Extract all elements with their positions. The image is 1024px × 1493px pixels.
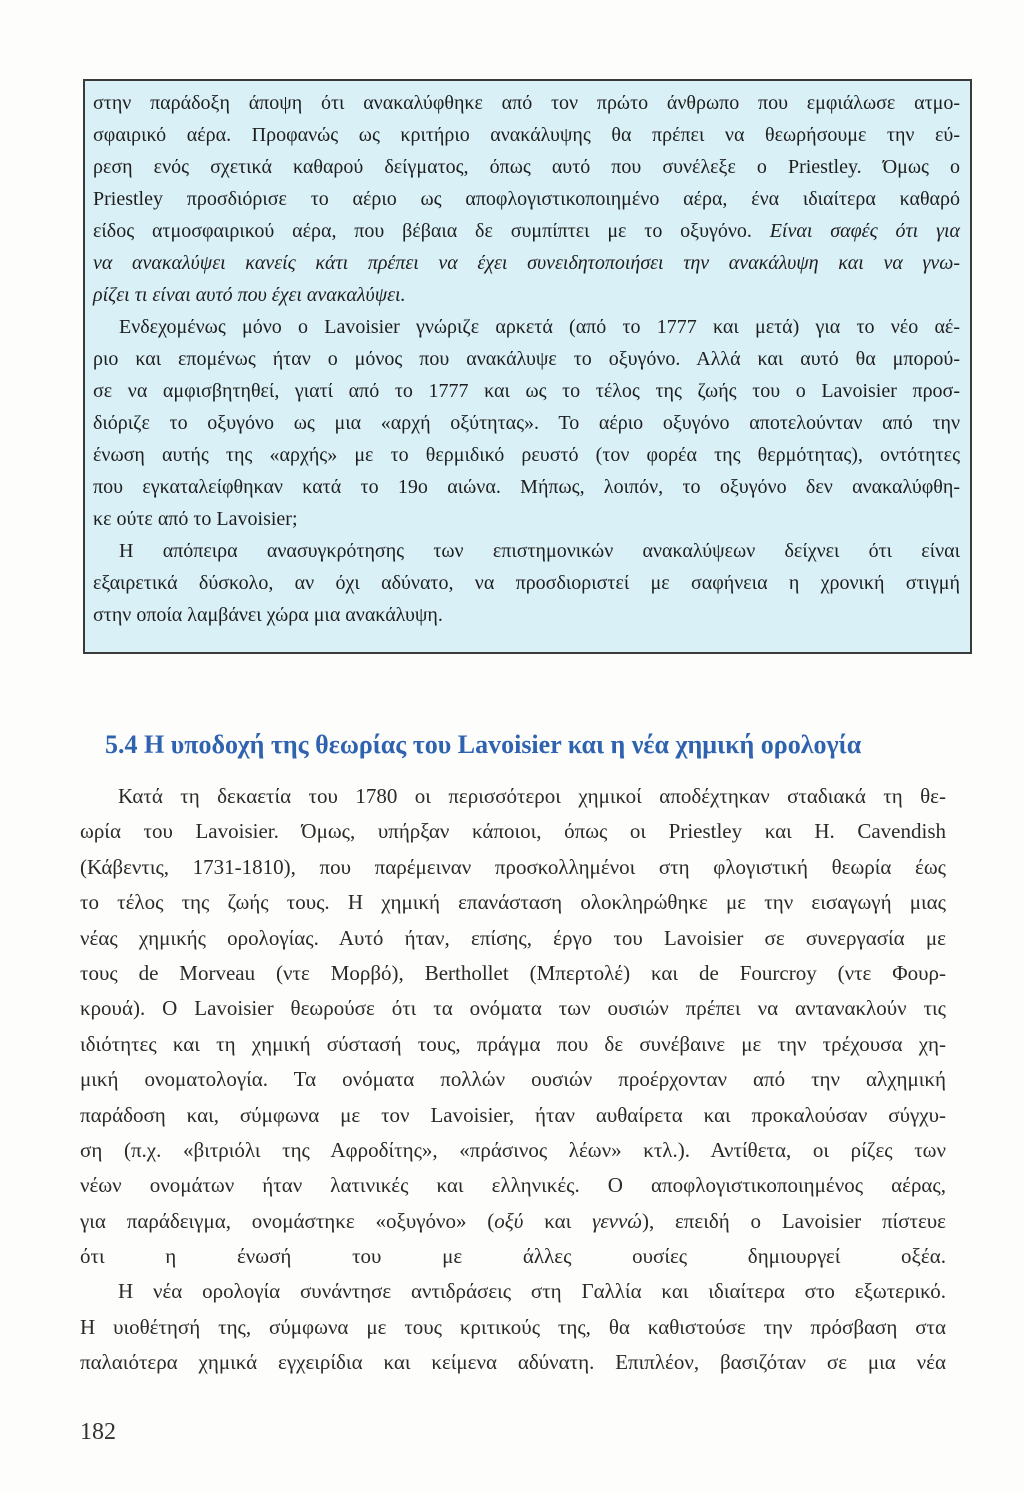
body-text (80, 779, 946, 1381)
box-line-italic: Είναι σαφές ότι για (769, 220, 961, 242)
body-line-text: ), επειδή ο Lavoisier πίστευε (641, 1208, 946, 1233)
body-line: νέων ονομάτων ήταν λατινικές και ελληνικές. Ο αποφλογιστικοποιημένος αέρας, (80, 1173, 946, 1198)
section-number: 5.4 (105, 730, 138, 759)
box-line: Η απόπειρα ανασυγκρότησης των επιστημονικών ανακαλύψεων δείχνει ότι είναι (119, 540, 960, 562)
body-line: Κατά τη δεκαετία του 1780 οι περισσότεροι χημικοί αποδέχτηκαν σταδιακά τη θε- (118, 784, 946, 808)
box-line-text: είδος ατμοσφαιρικού αέρα, που βέβαια δε συμπίπτει με το οξυγόνο. (93, 220, 752, 242)
body-line: ιδιότητες και τη χημική σύστασή τους, πράγμα που δε συνέβαινε με την τρέχουσα χη- (80, 1031, 946, 1056)
box-line: στην παράδοξη άποψη ότι ανακαλύφθηκε από τον πρώτο άνθρωπο που εμφιάλωσε ατμο- (93, 92, 960, 114)
box-line: κε ούτε από το Lavoisier; (93, 508, 298, 530)
body-line: κρουά). Ο Lavoisier θεωρούσε ότι τα ονόματα των ουσιών πρέπει να αντανακλούν τις (80, 996, 946, 1021)
box-line (93, 215, 960, 247)
box-line-italic (93, 247, 960, 279)
sidebar-box (83, 79, 972, 654)
box-line: διόριζε το οξυγόνο ως μια «αρχή οξύτητας». Το αέριο οξυγόνο αποτελούνταν από την (93, 412, 960, 434)
body-line-text: για παράδειγμα, ονομάστηκε «οξυγόνο» ( (80, 1208, 495, 1233)
box-line-italic (93, 279, 960, 311)
body-line: τους de Morveau (ντε Μορβό), Berthollet (Μπερτολέ) και de Fourcroy (ντε Φουρ- (80, 960, 946, 985)
body-line: (Κάβεντις, 1731-1810), που παρέμειναν προσκολλημένοι στη φλογιστική θεωρία έως (80, 854, 946, 879)
box-line: που εγκαταλείφθηκαν κατά το 19ο αιώνα. Μήπως, λοιπόν, το οξυγόνο δεν ανακαλύφθη- (93, 476, 960, 498)
box-line: Ενδεχομένως μόνο ο Lavoisier γνώριζε αρκετά (από το 1777 και μετά) για το νέο αέ- (119, 316, 960, 338)
box-line: ρεση ενός σχετικά καθαρού δείγματος, όπως αυτό που συνέλεξε ο Priestley. Όμως ο (93, 156, 960, 178)
body-line: ότι η ένωσή του με άλλες ουσίες δημιουργεί οξέα. (80, 1244, 946, 1269)
box-line-italic-text: να ανακαλύψει κανείς κάτι πρέπει να έχει συνειδητοποιήσει την ανακάλυψη και να γνω- (93, 252, 960, 274)
box-line: σε να αμφισβητηθεί, γιατί από το 1777 και ως το τέλος της ζωής του ο Lavoisier προσ- (93, 380, 960, 402)
body-line: ση (π.χ. «βιτριόλι της Αφροδίτης», «πράσινος λέων» κτλ.). Αντίθετα, οι ρίζες των (80, 1137, 946, 1162)
body-line: Η υιοθέτησή της, σύμφωνα με τους κριτικούς της, θα καθιστούσε την πρόσβαση στα (80, 1314, 946, 1339)
section-heading (105, 729, 861, 761)
body-line (80, 1204, 946, 1239)
body-line: παλαιότερα χημικά εγχειρίδια και κείμενα αδύνατη. Επιπλέον, βασιζόταν σε μια νέα (80, 1350, 946, 1375)
box-line: ριο και επομένως ήταν ο μόνος που ανακάλυψε το οξυγόνο. Αλλά και αυτό θα μπορού- (93, 348, 960, 370)
box-line: Priestley προσδιόρισε το αέριο ως αποφλογιστικοποιημένο αέρα, ένα ιδιαίτερα καθαρό (93, 188, 960, 210)
page-number: 182 (80, 1419, 116, 1445)
box-line: στην οποία λαμβάνει χώρα μια ανακάλυψη. (93, 604, 443, 626)
box-line-italic-text: ρίζει τι είναι αυτό που έχει ανακαλύψει. (93, 284, 406, 306)
box-line: εξαιρετικά δύσκολο, αν όχι αδύνατο, να προσδιοριστεί με σαφήνεια η χρονική στιγμή (93, 572, 960, 594)
body-line: Η νέα ορολογία συνάντησε αντιδράσεις στη Γαλλία και ιδιαίτερα στο εξωτερικό. (118, 1279, 946, 1304)
box-line: σφαιρικό αέρα. Προφανώς ως κριτήριο ανακάλυψης θα πρέπει να θεωρήσουμε την εύ- (93, 124, 960, 146)
body-line: παράδοση και, σύμφωνα με τον Lavoisier, ήταν αυθαίρετα και προκαλούσαν σύγχυ- (80, 1102, 946, 1127)
body-line-text: και (544, 1208, 572, 1233)
body-line-italic: γεννώ (592, 1208, 642, 1233)
body-line-italic: οξύ (494, 1208, 524, 1233)
body-line: νέας χημικής ορολογίας. Αυτό ήταν, επίσης, έργο του Lavoisier σε συνεργασία με (80, 925, 946, 950)
body-line: το τέλος της ζωής τους. Η χημική επανάσταση ολοκληρώθηκε με την εισαγωγή μιας (80, 890, 946, 915)
body-line: ωρία του Lavoisier. Όμως, υπήρξαν κάποιοι, όπως οι Priestley και H. Cavendish (80, 819, 946, 844)
box-line: ένωση αυτής της «αρχής» με το θερμιδικό ρευστό (τον φορέα της θερμότητας), οντότητες (93, 444, 960, 466)
section-title: Η υποδοχή της θεωρίας του Lavoisier και η νέα χημική ορολογία (144, 730, 862, 759)
body-line: μική ονοματολογία. Τα ονόματα πολλών ουσιών προέρχονταν από την αλχημική (80, 1067, 946, 1092)
